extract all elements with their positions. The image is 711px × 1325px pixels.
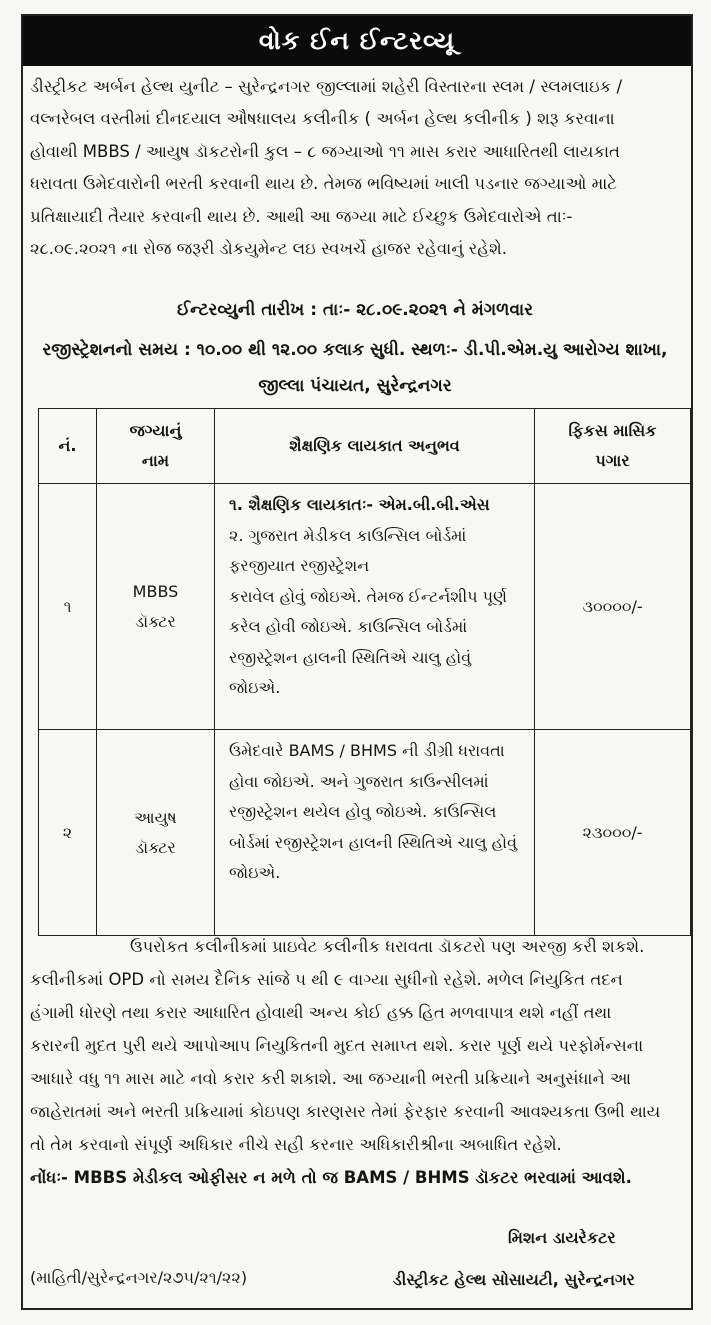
- header-post: જગ્યાનું નામ: [97, 409, 215, 484]
- registration-place-cont: જીલ્લા પંચાયત, સુરેન્દ્રનગર: [258, 376, 452, 396]
- intro-line: ડીસ્ટ્રીકટ અર્બન હેલ્થ યુનીટ – સુરેન્દ્રનગર જીલ્લામાં શહેરી વિસ્તારના સ્લમ / સ્લમલાઇક /: [30, 77, 623, 96]
- row-qualification: ૧. શૈક્ષણિક લાયકાતઃ- એમ.બી.બી.એસ ૨. ગુજરાત મેડીકલ કાઉન્સિલ બોર્ડમાં ફરજીયાત રજીસ્ટ્રેશન કરાવેલ હોવું જોઇએ. તેમજ ઈન્ટર્નશીપ પૂર્ણ કરેલ હોવી જોઇએ. કાઉન્સિલ બોર્ડમાં રજીસ્ટ્રેશન હાલની સ્થિતિએ ચાલુ હોવું જોઇએ.: [215, 484, 535, 730]
- registration-time-place: રજીસ્ટ્રેશનનો સમય : ૧૦.૦૦ થી ૧૨.૦૦ કલાક સુધી. સ્થળઃ- ડી.પી.એમ.યુ આરોગ્ય શાખા,: [42, 340, 668, 360]
- intro-line: પ્રતિક્ષાયાદી તૈયાર કરવાની થાય છે. આથી આ જગ્યા માટે ઈચ્છુક ઉમેદવારોએ તાઃ-: [30, 207, 573, 226]
- terms-line: કલીનીકમાં OPD નો સમય દૈનિક સાંજે ૫ થી ૯ વાગ્યા સુધીનો રહેશે. મળેલ નિયુકિત તદન: [30, 970, 623, 989]
- table-row: [39, 730, 691, 936]
- row-post: MBBS ડૉક્ટર: [97, 484, 215, 730]
- row-no: ૧: [39, 484, 97, 730]
- intro-line: વલ્નરેબલ વસ્તીમાં દીનદયાલ ઔષધાલય કલીનીક ( અર્બન હેલ્થ કલીનીક ) શરૂ કરવાના: [30, 109, 615, 128]
- interview-date: ઈન્ટરવ્યુની તારીખ : તાઃ- ૨૮.૦૯.૨૦૨૧ ને મંગળવાર: [177, 300, 533, 320]
- row-qualification: ઉમેદવારે BAMS / BHMS ની ડીગ્રી ધરાવતા હોવા જોઇએ. અને ગુજરાત કાઉન્સીલમાં રજીસ્ટ્રેશન થયેલ હોવુ જોઇએ. કાઉન્સિલ બોર્ડમાં રજીસ્ટ્રેશન હાલની સ્થિતિએ ચાલુ હોવું જોઇએ.: [215, 730, 535, 936]
- terms-line: હંગામી ધોરણે તથા કરાર આધારિત હોવાથી અન્ય કોઈ હક્ક હિત મળવાપાત્ર થશે નહીં તથા: [30, 1003, 612, 1022]
- terms-line: કરારની મુદત પુરી થયે આપોઆપ નિયુકિતની મુદત સમાપ્ત થશે. કરાર પૂર્ણ થયે પરફોર્મન્સના: [30, 1036, 644, 1055]
- signatory-designation: મિશન ડાયરેકટર: [508, 1228, 616, 1247]
- header-no: નં.: [39, 409, 97, 484]
- row-pay: ૨૩૦૦૦/-: [535, 730, 691, 936]
- title-text: વોક ઈન ઈન્ટરવ્યૂ: [258, 26, 456, 55]
- intro-line: હોવાથી MBBS / આયુષ ડૉકટરોની કુલ – ૮ જગ્યાઓ ૧૧ માસ કરાર આધારિતથી લાયકાત: [30, 142, 620, 161]
- row-post: આયુષ ડૉક્ટર: [97, 730, 215, 936]
- table-row: [39, 484, 691, 730]
- vacancy-table: [38, 408, 691, 936]
- intro-line: ૨૮.૦૯.૨૦૨૧ ના રોજ જરૂરી ડોકયુમેન્ટ લઇ સ્વખર્ચે હાજર રહેવાનું રહેશે.: [30, 239, 507, 258]
- terms-line: જાહેરાતમાં અને ભરતી પ્રક્રિયામાં કોઇપણ કારણસર તેમાં ફેરફાર કરવાની આવશ્યકતા ઉભી થાય: [30, 1102, 661, 1121]
- signatory-office: ડીસ્ટ્રીકટ હેલ્થ સોસાયટી, સુરેન્દ્રનગર: [393, 1270, 635, 1289]
- reference-number: (માહિતી/સુરેન્દ્રનગર/૨૭૫/૨૧/૨૨): [30, 1268, 248, 1287]
- terms-line: તો તેમ કરવાનો સંપૂર્ણ અધિકાર નીચે સહી કરનાર અધિકારીશ્રીના અબાધિત રહેશે.: [30, 1135, 562, 1154]
- header-pay: ફિકસ માસિક પગાર: [535, 409, 691, 484]
- intro-line: ધરાવતા ઉમેદવારોની ભરતી કરવાની થાય છે. તેમજ ભવિષ્યમાં ખાલી પડનાર જગ્યાઓ માટે: [30, 174, 617, 193]
- row-no: ૨: [39, 730, 97, 936]
- note-line: નોંધઃ- MBBS મેડીકલ ઓફીસર ન મળે તો જ BAMS / BHMS ડૉકટર ભરવામાં આવશે.: [30, 1168, 632, 1187]
- title-banner: [23, 16, 691, 66]
- row-pay: ૩૦૦૦૦/-: [535, 484, 691, 730]
- terms-line: આધારે વધુ ૧૧ માસ માટે નવો કરાર કરી શકાશે. આ જગ્યાની ભરતી પ્રક્રિયાને અનુસંધાને આ: [30, 1069, 631, 1088]
- terms-line: ઉપરોકત કલીનીકમાં પ્રાઇવેટ કલીનીક ધરાવતા ડૉકટરો પણ અરજી કરી શકશે.: [130, 937, 645, 956]
- header-qualification: શૈક્ષણિક લાયકાત અનુભવ: [215, 409, 535, 484]
- table-header-row: [39, 409, 691, 484]
